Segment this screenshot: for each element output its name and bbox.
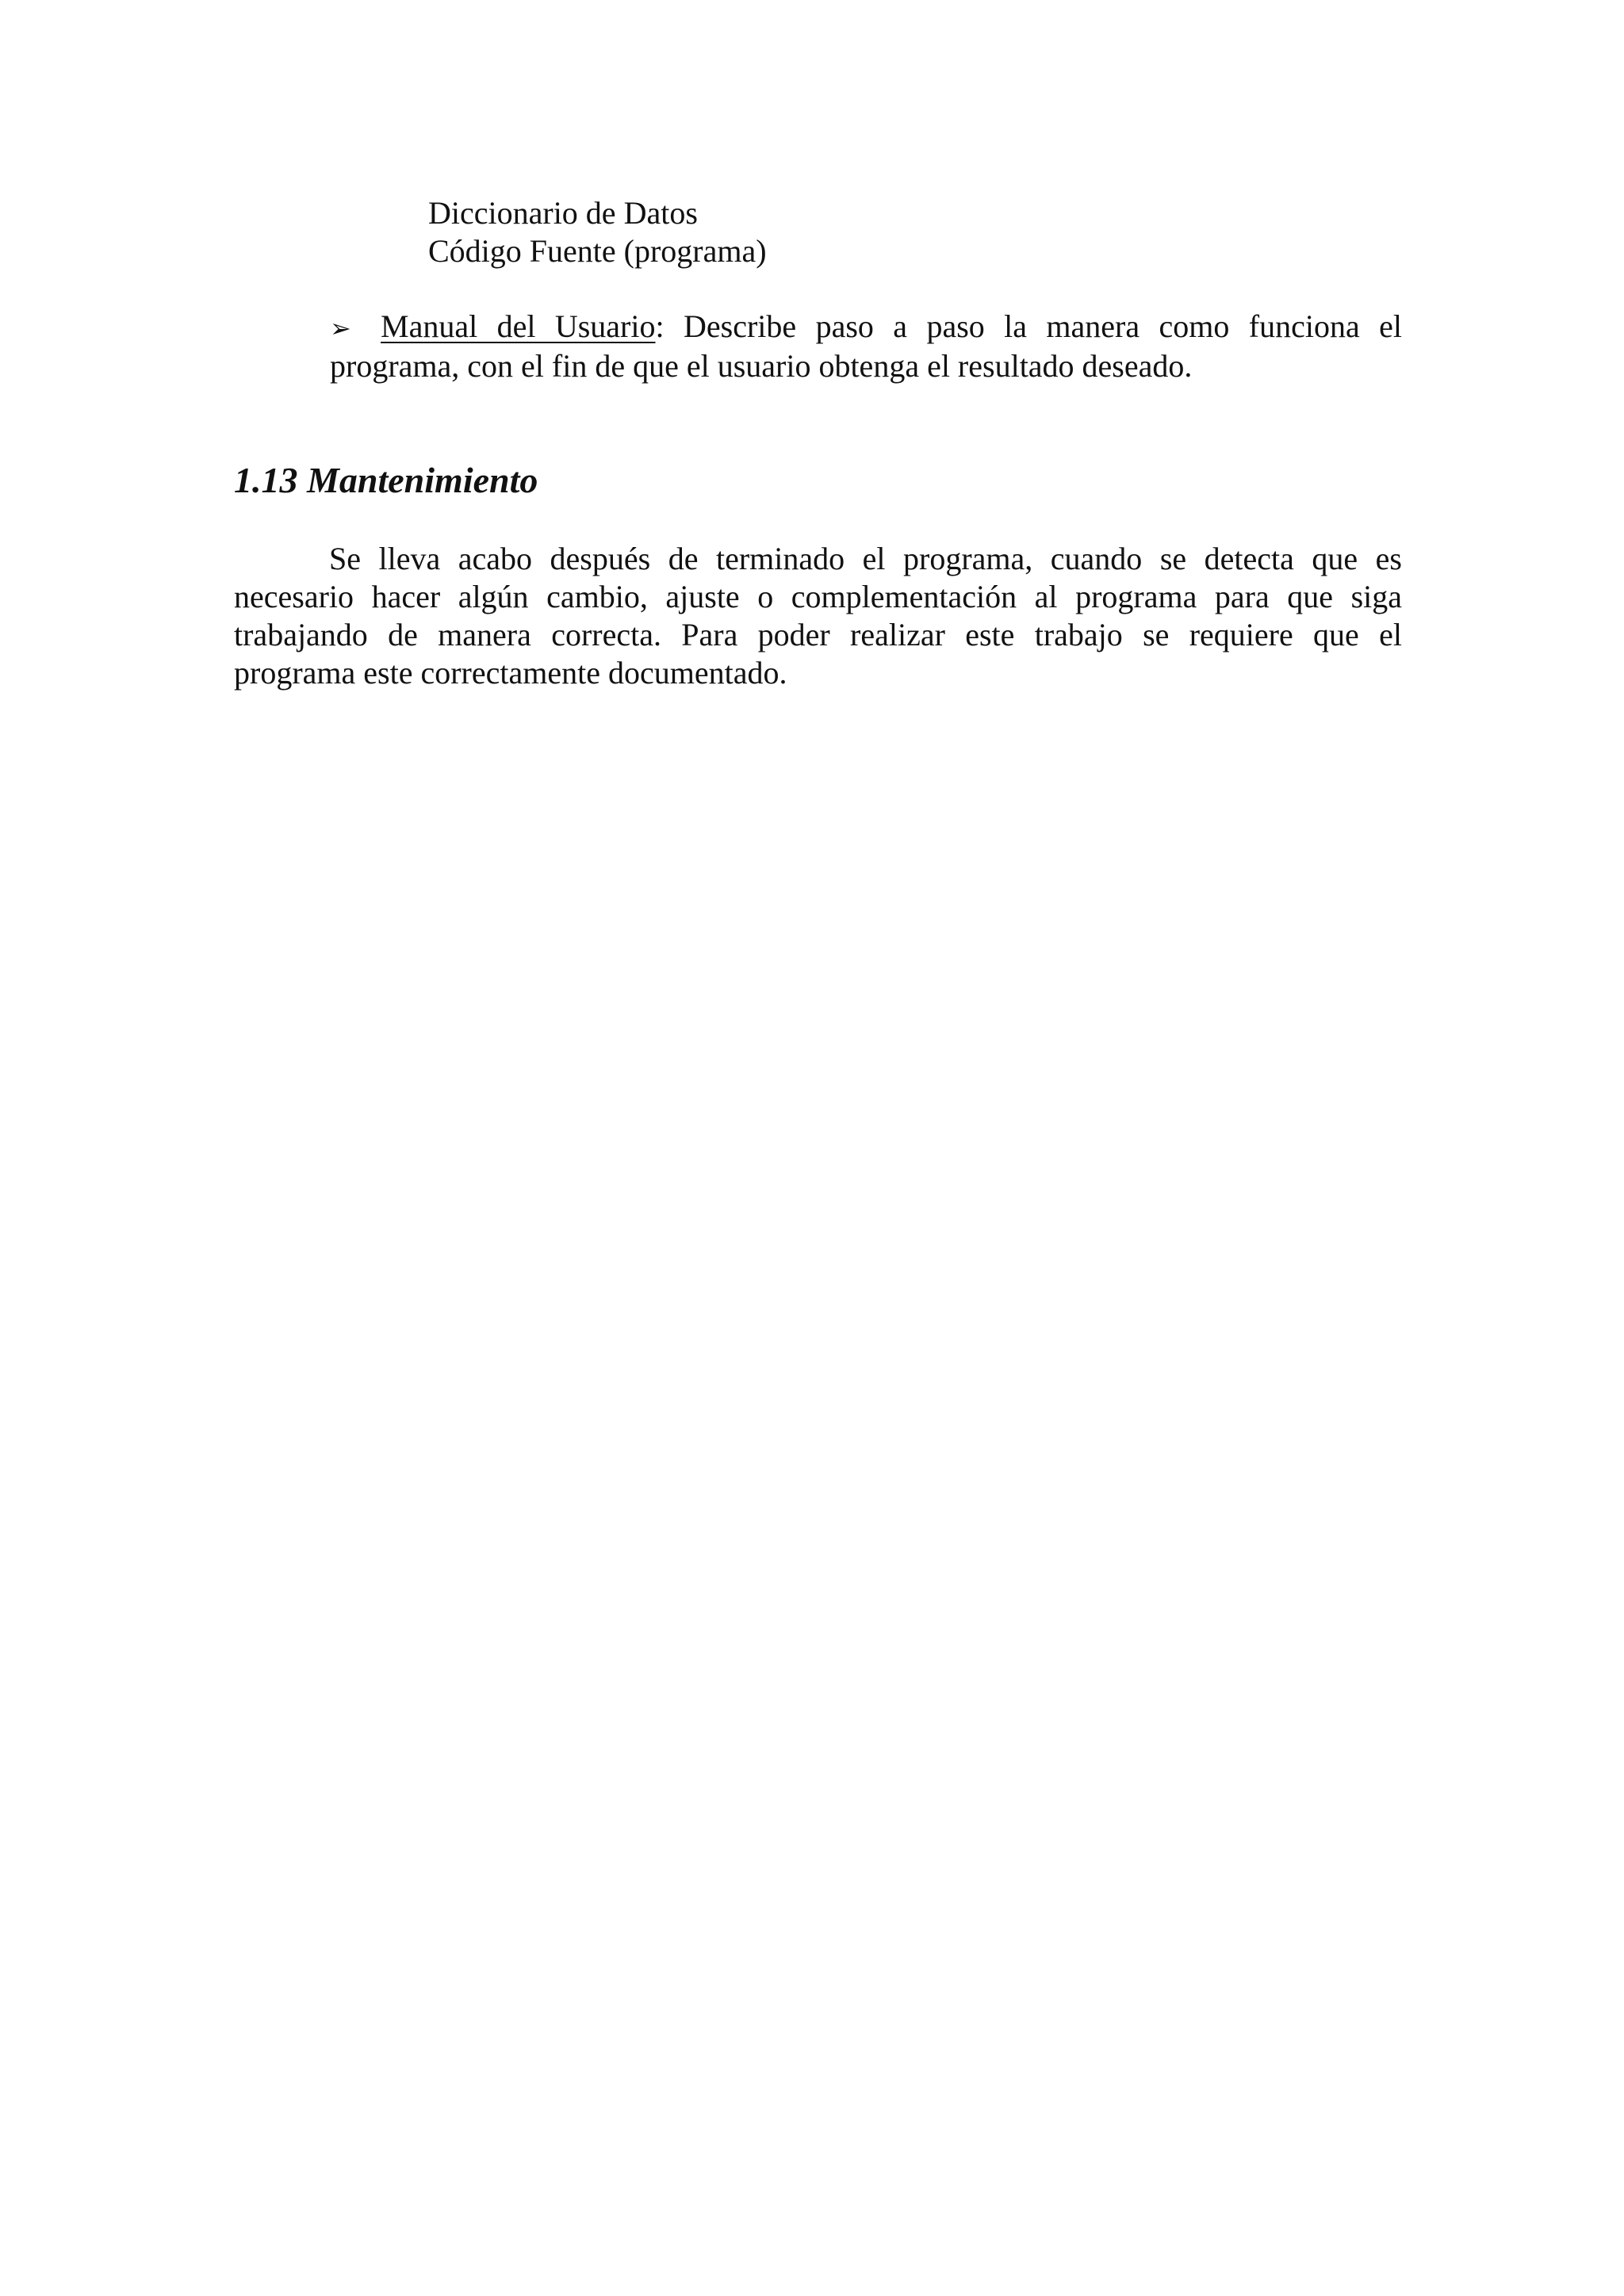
bullet-first-line [381, 308, 1402, 346]
paragraph-line: necesario hacer algún cambio, ajuste o complementación al programa para que siga [234, 579, 1402, 614]
bullet-separator: : [655, 308, 665, 344]
bullet-term: Manual del Usuario [381, 308, 656, 344]
bullet-continuation: programa, con el fin de que el usuario obtenga el resultado deseado. [330, 348, 1193, 384]
bullet-item-manual-usuario [330, 308, 1402, 385]
bullet-description: Describe paso a paso la manera como funciona el [664, 308, 1402, 344]
paragraph-line: programa este correctamente documentado. [234, 655, 787, 691]
section-heading: 1.13 Mantenimiento [234, 460, 538, 500]
paragraph-line: Se lleva acabo después de terminado el programa, cuando se detecta que es [329, 541, 1402, 576]
arrow-bullet-icon: ➢ [330, 313, 351, 343]
section-paragraph [234, 540, 1402, 692]
list-item: Código Fuente (programa) [428, 233, 767, 269]
list-item: Diccionario de Datos [428, 195, 698, 231]
paragraph-line: trabajando de manera correcta. Para poder realizar este trabajo se requiere que el [234, 617, 1402, 652]
